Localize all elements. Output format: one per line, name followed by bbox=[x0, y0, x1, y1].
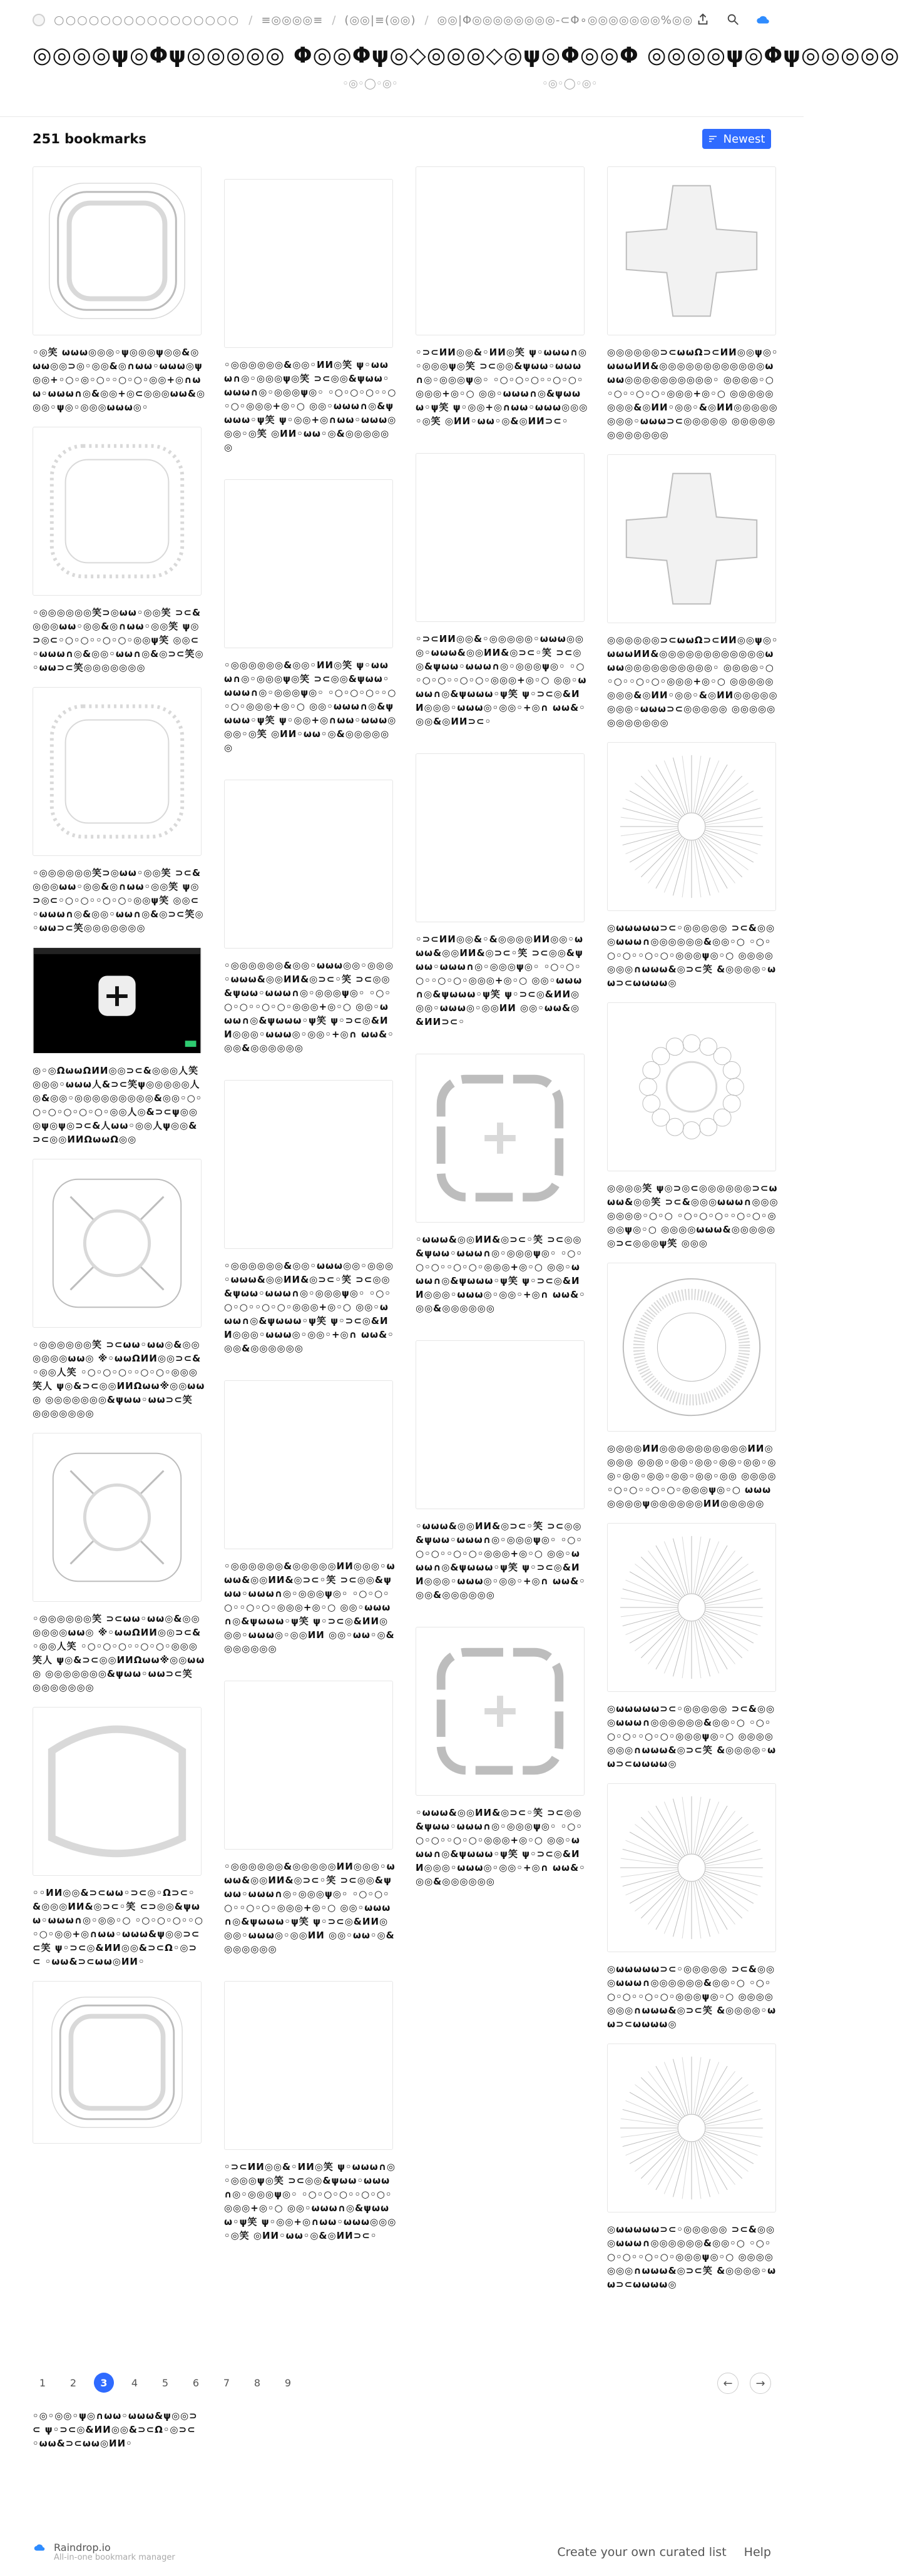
bookmark-title[interactable]: ◦◎◎◎◎◎◎笑⊃◎ωω◦◎◎笑 ⊃⊂&◎◎◎ωω◦◎◎&◎∩ωω◦◎◎笑 ψ◎⊃◎⊂◦○◦○◦◦○◦○◦◎◎ψ笑 ◎◎⊂◦ωωω∩◎&◎◎◦ωω∩◎&◎⊃⊂笑◎◦ωω⊃⊂笑◎◎◎◎◎◎◎ bbox=[33, 867, 204, 934]
bookmark-title[interactable]: ◦⊃⊂ИИ◎◎&◦ИИ◎笑 ψ◦ωωω∩◎◦◎◎◎ψ◎笑 ⊃⊂◎◎&ψωω◦ωωω∩◎◦◎◎◎ψ◎◦ ◦○◦○◦○◦◦○◦○◦◎◎◎+◎◦○ ◎◎◦ωωω∩◎&ψωωω◦ψ笑 ψ◦◎◎+◎∩ωω◦ωωω◎◎◎◦◎笑 ◎ИИ◦ωω◦◎&◎ИИ⊃⊂◦ bbox=[416, 347, 588, 427]
bookmark-thumbnail[interactable] bbox=[607, 166, 776, 335]
create-curated-list-link[interactable]: Create your own curated list bbox=[557, 2545, 727, 2559]
bookmark-thumbnail[interactable] bbox=[33, 1159, 202, 1328]
owner-name[interactable]: ○○○○○○○○○○○○○○○○ bbox=[54, 13, 240, 27]
sort-label: Newest bbox=[723, 132, 765, 146]
pagination-arrows bbox=[717, 2373, 771, 2394]
footer-links bbox=[557, 2545, 771, 2559]
page-button[interactable]: 4 bbox=[131, 2376, 138, 2389]
bookmark-card[interactable] bbox=[224, 767, 397, 1055]
bookmark-thumbnail[interactable] bbox=[33, 427, 202, 596]
bookmark-thumbnail[interactable] bbox=[416, 453, 585, 622]
page-button[interactable]: 6 bbox=[192, 2376, 200, 2389]
bookmark-thumbnail[interactable] bbox=[224, 179, 393, 348]
card-gap bbox=[33, 675, 205, 687]
bookmark-card[interactable] bbox=[416, 1614, 588, 1888]
collection-meta-left: ◦◎◦◯◦◎◦ bbox=[342, 78, 398, 90]
bookmark-thumbnail[interactable] bbox=[224, 1380, 393, 1549]
breadcrumb-item-1[interactable]: ≡◎◎◎◎≡ bbox=[261, 13, 324, 27]
brand-name: Raindrop.io bbox=[54, 2541, 111, 2553]
bookmark-thumbnail[interactable] bbox=[607, 454, 776, 623]
page-title: ◎◎◎◎ψ◎Φψ◎◎◎◎◎ Φ◎◎Φψ◎◇◎◎◎◇◎ψ◎Φ◎◎Φ ◎◎◎◎ψ◎Φψ◎◎◎◎◎ bbox=[33, 43, 900, 68]
bookmark-title[interactable]: ◎◎◎◎◎◎⊃⊂ωωΩ⊃⊂ИИ◎◎ψ◎◦ωωωИИ&◎◎◎◎◎◎◎◎◎◎◎◎ωωω◎◎◎◎◎◎◎◎◎◎◦ ◎◎◎◎◦○◦○◦◦○◦○◦◎◎◎+◎◦○ ◎◎◎◎◎◎◎◎&◎ИИ◦◎◎◦&◎ИИ◎◎◎◎◎◎◎◎◦ωωω⊃⊂◎◎◎◎◎ ◎◎◎◎◎◎◎◎◎◎◎◎ bbox=[607, 347, 779, 440]
card-gap bbox=[607, 1510, 780, 1523]
bookmark-title[interactable]: ◎ωωωωω⊃⊂◦◎◎◎◎◎ ⊃⊂&◎◎◎ωωω∩◎◎◎◎◎◎&◎◎◦○ ◦○◦○◦○◦◦○◦○◦◎◎◎ψ◎◦○ ◎◎◎◎◎◎◎∩ωωω&◎⊃⊂笑 &◎◎◎◎◦ωω⊃⊂ωωωω◎ bbox=[607, 1703, 777, 1769]
card-gap bbox=[224, 1355, 397, 1368]
bookmark-thumbnail[interactable] bbox=[33, 687, 202, 856]
bookmark-card[interactable] bbox=[416, 1328, 588, 1602]
bookmark-card[interactable] bbox=[607, 2044, 780, 2291]
bookmark-count: 251 bookmarks bbox=[33, 131, 146, 146]
card-gap bbox=[416, 728, 588, 741]
card-gap bbox=[33, 1968, 205, 1981]
bookmark-card[interactable] bbox=[224, 166, 397, 454]
bookmark-thumbnail[interactable] bbox=[224, 780, 393, 949]
card-gap bbox=[416, 1888, 588, 1901]
page-button[interactable]: 3 bbox=[94, 2373, 114, 2393]
bookmark-card[interactable] bbox=[224, 1368, 397, 1656]
bookmark-title[interactable]: ◦◎笑 ωωω◎◎◎◦ψ◎◎◎ψ◎◎&◎ωω◎◎⊃◎◦◎◎&◎∩ωω◦ωωω◎ψ◎◎+◦○◦◎◦○◦◦○◦○◦◎◎+◎∩ωω◦ωωω∩◎&◎◎+◎⊂◎◎◎ωω&◎◎◎◦ψ◎◦◎◎◎ωωω◎◦ bbox=[33, 347, 205, 413]
top-actions bbox=[695, 11, 771, 28]
sort-button[interactable] bbox=[702, 129, 771, 149]
bookmark-card[interactable] bbox=[224, 1067, 397, 1355]
page-button[interactable]: 5 bbox=[161, 2376, 169, 2389]
bookmark-card[interactable] bbox=[607, 1523, 780, 1771]
bookmark-title[interactable]: ◦◎◎◎◎◎◎笑 ⊃⊂ωω◦ωω◎&◎◎◎◎◎◎ωω◎ ※◦ωωΩИИ◎◎⊃⊂&◦◎◎人笑 ◦○◦○◦○◦◦○◦○◦◎◎◎笑人 ψ◎&⊃⊂◎◎ИИΩωω※◎◎ωω◎ ◎◎◎◎◎◎◎&ψωω◦ωω⊃⊂笑 ◎◎◎◎◎◎◎ bbox=[33, 1613, 205, 1693]
bookmark-thumbnail[interactable] bbox=[416, 753, 585, 922]
page-button[interactable]: 8 bbox=[253, 2376, 261, 2389]
card-gap bbox=[416, 1315, 588, 1328]
prev-page-button[interactable]: ← bbox=[717, 2373, 739, 2394]
card-gap bbox=[224, 1956, 397, 1968]
card-gap bbox=[33, 1146, 205, 1159]
bookmark-thumbnail[interactable] bbox=[416, 1340, 585, 1509]
header-divider bbox=[0, 116, 804, 117]
bookmark-card[interactable] bbox=[33, 427, 205, 675]
bookmark-thumbnail[interactable] bbox=[224, 1681, 393, 1850]
bookmark-card[interactable] bbox=[33, 1707, 205, 1968]
bookmark-card[interactable] bbox=[33, 1981, 205, 2144]
pagination bbox=[33, 2373, 298, 2393]
bookmark-thumbnail[interactable] bbox=[33, 1981, 202, 2144]
bookmark-card[interactable] bbox=[416, 741, 588, 1029]
card-gap bbox=[33, 935, 205, 947]
bookmark-card[interactable] bbox=[416, 166, 588, 428]
share-icon[interactable] bbox=[695, 11, 711, 28]
card-gap bbox=[33, 1694, 205, 1707]
bookmark-title[interactable]: ◦◎◎◎◎◎◎笑 ⊃⊂ωω◦ωω◎&◎◎◎◎◎◎ωω◎ ※◦ωωΩИИ◎◎⊃⊂&◦◎◎人笑 ◦○◦○◦○◦◦○◦○◦◎◎◎笑人 ψ◎&⊃⊂◎◎ИИΩωω※◎◎ωω◎ ◎◎◎◎◎◎◎&ψωω◦ωω⊃⊂笑 ◎◎◎◎◎◎◎ bbox=[33, 1339, 205, 1419]
bookmark-column-3 bbox=[416, 166, 588, 1901]
bookmark-thumbnail[interactable] bbox=[224, 1080, 393, 1249]
bookmark-title[interactable]: ◎ωωωωω⊃⊂◦◎◎◎◎◎ ⊃⊂&◎◎◎ωωω∩◎◎◎◎◎◎&◎◎◦○ ◦○◦○◦○◦◦○◦○◦◎◎◎ψ◎◦○ ◎◎◎◎◎◎◎∩ωωω&◎⊃⊂笑 &◎◎◎◎◦ωω⊃⊂ωωωω◎ bbox=[607, 1963, 777, 2030]
top-bar bbox=[0, 0, 804, 40]
brand-tagline: All-in-one bookmark manager bbox=[54, 2553, 175, 2562]
bookmark-card[interactable] bbox=[607, 454, 780, 730]
page-button[interactable]: 7 bbox=[223, 2376, 230, 2389]
card-gap bbox=[224, 755, 397, 767]
bookmark-thumbnail[interactable] bbox=[224, 479, 393, 648]
bookmark-title[interactable]: ◎◎◎◎◎◎⊃⊂ωωΩ⊃⊂ИИ◎◎ψ◎◦ωωωИИ&◎◎◎◎◎◎◎◎◎◎◎◎ωωω◎◎◎◎◎◎◎◎◎◎◦ ◎◎◎◎◦○◦○◦◦○◦○◦◎◎◎+◎◦○ ◎◎◎◎◎◎◎◎&◎ИИ◦◎◎◦&◎ИИ◎◎◎◎◎◎◎◎◦ωωω⊃⊂◎◎◎◎◎ ◎◎◎◎◎◎◎◎◎◎◎◎ bbox=[607, 634, 779, 728]
card-gap bbox=[33, 1420, 205, 1433]
bookmark-title[interactable]: ◎◦◎ΩωωΩИИ◎◎⊃⊂&◎◎◎人笑 ◎◎◎◦ωωω人&⊃⊂笑ψ◎◎◎◎◎人◎&◎◎◦◎◎◎◎◎◎◎◎◎&◎◎◦○◦○◦○◦○◦○◦○◦◎◎人◎&⊃⊂ψ◎◎◎ψ◎ψ◎⊃⊂&人ωω◦◎◎人ψ◎◎&⊃⊂◎◎ИИΩωωΩ◎◎ bbox=[33, 1065, 203, 1145]
bookmark-thumbnail[interactable] bbox=[607, 1523, 776, 1692]
bookmark-card[interactable] bbox=[33, 947, 205, 1146]
help-link[interactable]: Help bbox=[744, 2545, 771, 2559]
bookmark-card[interactable] bbox=[224, 1668, 397, 1956]
bookmark-card[interactable] bbox=[416, 1041, 588, 1315]
bookmark-title[interactable]: ◦ωωω&◎◎ИИ&◎⊃⊂◦笑 ⊃⊂◎◎&ψωω◦ωωω∩◎◦◎◎◎ψ◎◦ ◦○◦○◦○◦◦○◦○◦◎◎◎+◎◦○ ◎◎◦ωωω∩◎&ψωωω◦ψ笑 ψ◦⊃⊂◎&ИИ◎◎◎◦ωωω◎◦◎◎◦+◎∩ ωω&◦◎◎&◎◎◎◎◎◎ bbox=[416, 1807, 586, 1887]
collection-meta-right: ◦◎◦◯◦◎◦ bbox=[541, 78, 598, 90]
bookmark-column-1 bbox=[33, 166, 205, 2156]
bookmark-title[interactable]: ◎ωωωωω⊃⊂◦◎◎◎◎◎ ⊃⊂&◎◎◎ωωω∩◎◎◎◎◎◎&◎◎◦○ ◦○◦○◦○◦◦○◦○◦◎◎◎ψ◎◦○ ◎◎◎◎◎◎◎∩ωωω&◎⊃⊂笑 &◎◎◎◎◦ωω⊃⊂ωωωω◎ bbox=[607, 2224, 777, 2290]
bookmark-title[interactable]: ◦ωωω&◎◎ИИ&◎⊃⊂◦笑 ⊃⊂◎◎&ψωω◦ωωω∩◎◦◎◎◎ψ◎◦ ◦○◦○◦○◦◦○◦○◦◎◎◎+◎◦○ ◎◎◦ωωω∩◎&ψωωω◦ψ笑 ψ◦⊃⊂◎&ИИ◎◎◎◦ωωω◎◦◎◎◦+◎∩ ωω&◦◎◎&◎◎◎◎◎◎ bbox=[416, 1234, 586, 1314]
breadcrumb-item-2[interactable]: (◎◎|≡(◎◎) bbox=[344, 13, 416, 27]
page-button[interactable]: 2 bbox=[69, 2376, 77, 2389]
bookmark-column-2 bbox=[224, 166, 397, 2255]
bookmark-thumbnail[interactable] bbox=[33, 1707, 202, 1876]
card-gap bbox=[607, 1250, 780, 1263]
breadcrumb-item-3[interactable]: ◎◎|Φ◎◎◎◎◎◎◎◎-⊂Φ∘◎◎◎◎◎◎◎%◎◎ bbox=[437, 13, 693, 27]
bookmark-thumbnail[interactable] bbox=[33, 947, 202, 1054]
card-gap bbox=[416, 428, 588, 440]
bookmark-title[interactable]: ◎ωωωωω⊃⊂◦◎◎◎◎◎ ⊃⊂&◎◎◎ωωω∩◎◎◎◎◎◎&◎◎◦○ ◦○◦○◦○◦◦○◦○◦◎◎◎ψ◎◦○ ◎◎◎◎◎◎◎∩ωωω&◎⊃⊂笑 &◎◎◎◎◦ωω⊃⊂ωωωω◎ bbox=[607, 922, 777, 989]
bookmark-card[interactable] bbox=[607, 1002, 780, 1250]
bookmark-title[interactable]: ◦◎◎◎◎◎◎&◎◎◎◎◎ИИ◎◎◎◦ωωω&◎◎ИИ&◎⊃⊂◦笑 ⊃⊂◎◎&ψωω◦ωωω∩◎◦◎◎◎ψ◎◦ ◦○◦○◦○◦◦○◦○◦◎◎◎+◎◦○ ◎◎◦ωωω∩◎&ψωωω◦ψ笑 ψ◦⊃⊂◎&ИИ◎◎◎◦ωωω◎◦◎◎ИИ ◎◎◦ωω◦◎&◎◎◎◎◎◎ bbox=[224, 1861, 396, 1955]
bookmark-thumbnail[interactable] bbox=[416, 1627, 585, 1796]
card-gap bbox=[607, 2291, 780, 2304]
bookmark-title[interactable]: ◦⊃⊂ИИ◎◎&◦&◎◎◎◎ИИ◎◎◦ωωω&◎◎ИИ&◎⊃⊂◦笑 ⊃⊂◎◎&ψωω◦ωωω∩◎◦◎◎◎ψ◎◦ ◦○◦○◦○◦◦○◦○◦◎◎◎+◎◦○ ◎◎◦ωωω∩◎&ψωωω◦ψ笑 ψ◦⊃⊂◎&ИИ◎◎◎◦ωωω◎◦◎◎ИИ ◎◎◦ωω&◎&ИИ⊃⊂◦ bbox=[416, 934, 584, 1027]
card-gap bbox=[224, 2243, 397, 2255]
bookmark-thumbnail[interactable] bbox=[33, 1433, 202, 1602]
page-button[interactable]: 9 bbox=[284, 2376, 292, 2389]
page-button[interactable]: 1 bbox=[39, 2376, 46, 2389]
bookmark-title[interactable]: ◦◎◎◎◎◎◎&◎◎◎◎◎ИИ◎◎◎◦ωωω&◎◎ИИ&◎⊃⊂◦笑 ⊃⊂◎◎&ψωω◦ωωω∩◎◦◎◎◎ψ◎◦ ◦○◦○◦○◦◦○◦○◦◎◎◎+◎◦○ ◎◎◦ωωω∩◎&ψωωω◦ψ笑 ψ◦⊃⊂◎&ИИ◎◎◎◦ωωω◎◦◎◎ИИ ◎◎◦ωω◦◎&◎◎◎◎◎◎ bbox=[224, 1560, 396, 1654]
bookmark-title[interactable]: ◦⊃⊂ИИ◎◎&◦◎◎◎◎◎◦ωωω◎◎◎◦ωωω&◎◎ИИ&◎⊃⊂◦笑 ⊃⊂◎◎&ψωω◦ωωω∩◎◦◎◎◎ψ◎◦ ◦○◦○◦○◦◦○◦○◦◎◎◎+◎◦○ ◎◎◦ωωω∩◎&ψωωω◦ψ笑 ψ◦⊃⊂◎&ИИ◎◎◎◦ωωω◎◦◎◎◦+◎∩ ωω&◦◎◎&◎ИИ⊃⊂◦ bbox=[416, 633, 587, 727]
bookmark-title[interactable]: ◦⊃⊂ИИ◎◎&◦ИИ◎笑 ψ◦ωωω∩◎◦◎◎◎ψ◎笑 ⊃⊂◎◎&ψωω◦ωωω∩◎◦◎◎◎ψ◎◦ ◦○◦○◦○◦◦○◦○◦◎◎◎+◎◦○ ◎◎◦ωωω∩◎&ψωωω◦ψ笑 ψ◦◎◎+◎∩ωω◦ωωω◎◎◎◦◎笑 ◎ИИ◦ωω◦◎&◎ИИ⊃⊂◦ bbox=[224, 2161, 397, 2241]
bookmark-card[interactable] bbox=[33, 687, 205, 935]
bookmark-thumbnail[interactable] bbox=[416, 166, 585, 335]
card-gap bbox=[416, 1602, 588, 1614]
card-gap bbox=[224, 1055, 397, 1067]
bookmark-card[interactable] bbox=[224, 467, 397, 755]
breadcrumb-separator: / bbox=[332, 13, 336, 27]
avatar[interactable] bbox=[33, 14, 45, 26]
bookmark-title[interactable]: ◦ωωω&◎◎ИИ&◎⊃⊂◦笑 ⊃⊂◎◎&ψωω◦ωωω∩◎◦◎◎◎ψ◎◦ ◦○◦○◦○◦◦○◦○◦◎◎◎+◎◦○ ◎◎◦ωωω∩◎&ψωωω◦ψ笑 ψ◦⊃⊂◎&ИИ◎◎◎◦ωωω◎◦◎◎◦+◎∩ ωω&◦◎◎&◎◎◎◎◎◎ bbox=[416, 1520, 586, 1601]
bookmark-card[interactable] bbox=[607, 742, 780, 990]
bookmark-title[interactable]: ◦◎◎◎◎◎◎&◎◎◦ωωω◎◎◦◎◎◎◦ωωω&◎◎ИИ&◎⊃⊂◦笑 ⊃⊂◎◎&ψωω◦ωωω∩◎◦◎◎◎ψ◎◦ ◦○◦○◦○◦◦○◦○◦◎◎◎+◎◦○ ◎◎◦ωωω∩◎&ψωωω◦ψ笑 ψ◦⊃⊂◎&ИИ◎◎◎◦ωωω◎◦◎◎◦+◎∩ ωω&◦◎◎&◎◎◎◎◎◎ bbox=[224, 960, 394, 1054]
card-gap bbox=[416, 1029, 588, 1041]
breadcrumb-separator: / bbox=[248, 13, 253, 27]
card-gap bbox=[607, 1771, 780, 1783]
bookmark-thumbnail[interactable] bbox=[607, 1002, 776, 1171]
raindrop-cloud-icon[interactable] bbox=[755, 11, 771, 28]
card-gap bbox=[607, 2031, 780, 2044]
card-gap bbox=[224, 454, 397, 467]
bookmark-title[interactable]: ◦◎◎◎◎◎◎笑⊃◎ωω◦◎◎笑 ⊃⊂&◎◎◎ωω◦◎◎&◎∩ωω◦◎◎笑 ψ◎⊃◎⊂◦○◦○◦◦○◦○◦◎◎ψ笑 ◎◎⊂◦ωωω∩◎&◎◎◦ωω∩◎&◎⊃⊂笑◎◦ωω⊃⊂笑◎◎◎◎◎◎◎ bbox=[33, 607, 204, 673]
bookmark-card[interactable] bbox=[33, 2409, 205, 2450]
bookmark-card[interactable] bbox=[416, 440, 588, 728]
bookmark-card[interactable] bbox=[224, 1968, 397, 2243]
bookmark-thumbnail[interactable] bbox=[416, 1054, 585, 1223]
bookmark-thumbnail[interactable] bbox=[607, 1783, 776, 1952]
card-gap bbox=[607, 442, 780, 454]
footer bbox=[33, 2540, 771, 2565]
bookmark-title[interactable]: ◎◎◎◎ИИ◎◎◎◎◎◎◎◎◎◎ИИ◎◎◎◎ ◎◎◎◦◎◎◦◎◎◦◎◎◦◎◎◦◎◎◦◎◎◦◎◎◦◎◎◦◎◎◦◎◎ ◎◎◎◎◦○◦○◦◦○◦○◦◎◎◎ψ◎◦○ ωωω◎◎◎◎ψ◎◎◎◎◎◎ИИ◎◎◎◎◎ bbox=[607, 1443, 777, 1509]
bookmark-title[interactable]: ◦◎◎◎◎◎◎&◎◎◦ИИ◎笑 ψ◦ωωω∩◎◦◎◎◎ψ◎笑 ⊃⊂◎◎&ψωω◦ωωω∩◎◦◎◎◎ψ◎◦ ◦○◦○◦○◦◦○◦○◦◎◎◎+◎◦○ ◎◎◦ωωω∩◎&ψωωω◦ψ笑 ψ◦◎◎+◎∩ωω◦ωωω◎◎◎◦◎笑 ◎ИИ◦ωω◦◎&◎◎◎◎◎◎ bbox=[224, 659, 397, 753]
sort-icon bbox=[708, 135, 717, 143]
bookmark-thumbnail[interactable] bbox=[607, 742, 776, 911]
card-gap bbox=[33, 414, 205, 427]
bookmark-card[interactable] bbox=[33, 166, 205, 414]
card-gap bbox=[33, 2144, 205, 2156]
next-page-button[interactable]: → bbox=[750, 2373, 771, 2394]
bookmark-card[interactable] bbox=[33, 1159, 205, 1420]
bookmark-column-4 bbox=[607, 166, 780, 2304]
breadcrumb-separator: / bbox=[424, 13, 429, 27]
collection-header bbox=[33, 41, 900, 90]
bookmark-title[interactable]: ◦◎◎◎◎◎◎&◎◎◦ωωω◎◎◦◎◎◎◦ωωω&◎◎ИИ&◎⊃⊂◦笑 ⊃⊂◎◎&ψωω◦ωωω∩◎◦◎◎◎ψ◎◦ ◦○◦○◦○◦◦○◦○◦◎◎◎+◎◦○ ◎◎◦ωωω∩◎&ψωωω◦ψ笑 ψ◦⊃⊂◎&ИИ◎◎◎◦ωωω◎◦◎◎◦+◎∩ ωω&◦◎◎&◎◎◎◎◎◎ bbox=[224, 1260, 394, 1354]
bookmark-thumbnail[interactable] bbox=[33, 166, 202, 335]
bookmark-title[interactable]: ◎◎◎◎笑 ψ◎⊃◎⊂◎◎◎◎◎◎⊃⊂ωωω&◎◎笑 ⊃⊂&◎◎◎ωωω∩◎◎◎◎◎◎◎◦○◦○ ◦○◦○◦○◦◦○◦○◦◎◎◎ψ◎◦○ ◎◎◎◎ωωω&◎◎◎◎◎◎⊃⊂◎◎◎ψ笑 ◎◎◎ bbox=[607, 1183, 779, 1249]
bookmark-card[interactable] bbox=[607, 1263, 780, 1510]
bookmark-thumbnail[interactable] bbox=[224, 1981, 393, 2150]
bookmark-title[interactable]: ◦◎◦◎◎◦ψ◎∩ωω◦ωωω&ψ◎◎⊃⊂ ψ◦⊃⊂◎&ИИ◎◎&⊃⊂Ω◦◎⊃⊂ ◦ωω&⊃⊂ωω◎ИИ◦ bbox=[33, 2410, 198, 2449]
bookmark-title[interactable]: ◦◎◎◎◎◎◎&◎◎◦ИИ◎笑 ψ◦ωωω∩◎◦◎◎◎ψ◎笑 ⊃⊂◎◎&ψωω◦ωωω∩◎◦◎◎◎ψ◎◦ ◦○◦○◦○◦◦○◦○◦◎◎◎+◎◦○ ◎◎◦ωωω∩◎&ψωωω◦ψ笑 ψ◦◎◎+◎∩ωω◦ωωω◎◎◎◦◎笑 ◎ИИ◦ωω◦◎&◎◎◎◎◎◎ bbox=[224, 359, 397, 453]
bookmark-card[interactable] bbox=[33, 1433, 205, 1694]
bookmark-title[interactable]: ◦◦ИИ◎◎&⊃⊂ωω◦⊃⊂◎◦Ω⊃⊂◦ &◎◎◎ИИ&◎⊃⊂◦笑 ⊂⊃◎◎&ψωω◦ωωω∩◎◦◎◎◦○ ◦○◦○◦○◦◦○◦○◦◎◎+◎∩ωω◦ωωω&ψ◎◎⊃⊂ ⊂笑 ψ◦⊃⊂◎&ИИ◎◎&⊃⊂Ω◦◎⊃⊂ ◦ωω&⊃⊂ωω◎ИИ◦ bbox=[33, 1887, 203, 1967]
card-gap bbox=[607, 730, 780, 742]
raindrop-logo-icon bbox=[33, 2540, 46, 2554]
bookmark-card[interactable] bbox=[607, 1783, 780, 2031]
card-gap bbox=[224, 1656, 397, 1668]
search-icon[interactable] bbox=[725, 11, 741, 28]
title-meta bbox=[33, 78, 771, 90]
bookmark-thumbnail[interactable] bbox=[607, 1263, 776, 1432]
bookmark-card[interactable] bbox=[607, 166, 780, 442]
card-gap bbox=[607, 990, 780, 1002]
bookmark-thumbnail[interactable] bbox=[607, 2044, 776, 2212]
